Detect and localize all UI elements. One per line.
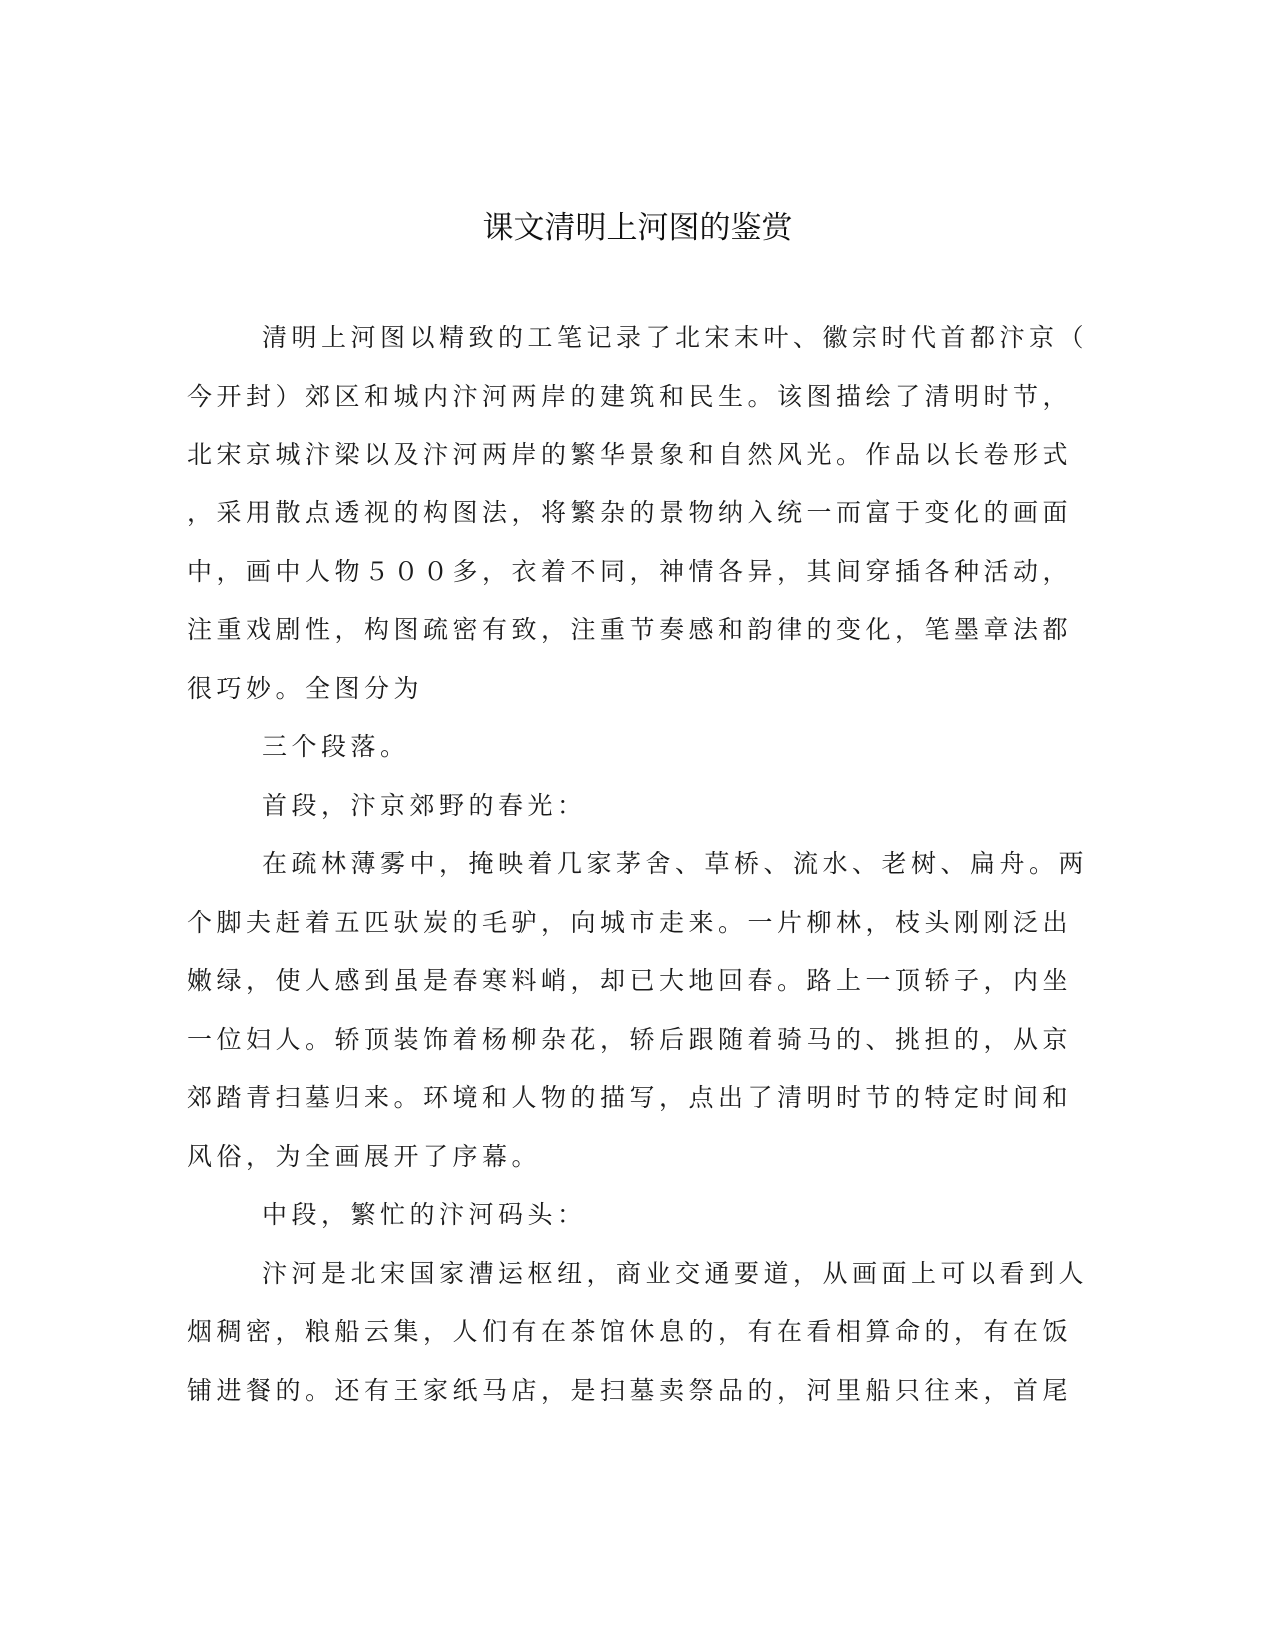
text-line-19: 铺进餐的。还有王家纸马店，是扫墓卖祭品的，河里船只往来，首尾 [187,1376,1073,1405]
document-title: 课文清明上河图的鉴赏 [482,210,793,246]
text-line-11: 个脚夫赶着五匹驮炭的毛驴，向城市走来。一片柳林，枝头刚刚泛出 [187,908,1073,937]
text-line-10: 在疏林薄雾中，掩映着几家茅舍、草桥、流水、老树、扁舟。两 [262,849,1089,878]
text-line-3: 北宋京城汴梁以及汴河两岸的繁华景象和自然风光。作品以长卷形式 [187,440,1073,469]
text-line-9: 首段，汴京郊野的春光： [262,791,587,820]
text-line-12: 嫩绿，使人感到虽是春寒料峭，却已大地回春。路上一顶轿子，内坐 [187,966,1073,995]
text-line-6: 注重戏剧性，构图疏密有致，注重节奏感和韵律的变化，笔墨章法都 [187,615,1073,644]
text-line-16: 中段，繁忙的汴河码头： [262,1200,587,1229]
text-line-4: ，采用散点透视的构图法，将繁杂的景物纳入统一而富于变化的画面 [187,498,1073,527]
text-line-18: 烟稠密，粮船云集，人们有在茶馆休息的，有在看相算命的，有在饭 [187,1317,1073,1346]
text-line-2: 今开封）郊区和城内汴河两岸的建筑和民生。该图描绘了清明时节， [187,382,1073,411]
text-line-7: 很巧妙。全图分为 [187,674,424,703]
text-line-1: 清明上河图以精致的工笔记录了北宋末叶、徽宗时代首都汴京（ [262,323,1089,352]
text-line-5: 中，画中人物５００多，衣着不同，神情各异，其间穿插各种活动， [187,557,1073,586]
text-line-8: 三个段落。 [262,732,410,761]
text-line-17: 汴河是北宋国家漕运枢纽，商业交通要道，从画面上可以看到人 [262,1259,1089,1288]
text-line-15: 风俗，为全画展开了序幕。 [187,1142,542,1171]
text-line-14: 郊踏青扫墓归来。环境和人物的描写，点出了清明时节的特定时间和 [187,1083,1073,1112]
text-line-13: 一位妇人。轿顶装饰着杨柳杂花，轿后跟随着骑马的、挑担的，从京 [187,1025,1073,1054]
